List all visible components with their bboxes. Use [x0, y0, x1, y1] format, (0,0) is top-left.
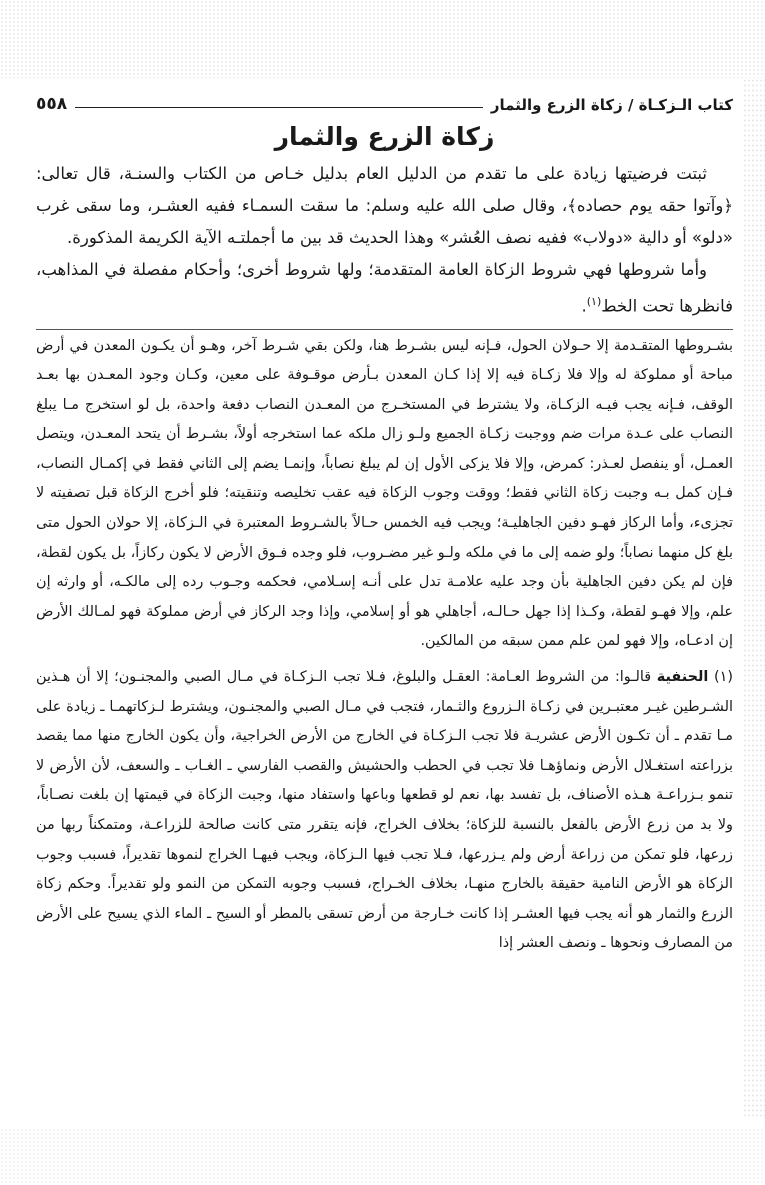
paragraph-end: . [581, 296, 587, 316]
main-text [36, 158, 733, 323]
footnote-text: قالـوا: من الشروط العـامة: العقـل والبلوغ، فـلا تجب الـزكـاة في مـال الصبي والمجنـون؛ إلا أن هـذين الشـرطين غيـر معتبـرين في زكـاة الـزروع والثـمار، فتجب في مـال الصبي والمجنـون، ويشترط لـزكاتهمـا ـ زيادة على مـا تقدم ـ أن تكـون الأرض عشريـة فلا تجب الـزكـاة في الخارج من الأرض الخراجية، وأن يكون الخارج منها مما يقصد بزراعته استغـلال الأرض ونماؤهـا فلا تجب في الحطب والحشيش والقصب الفارسي ـ الغـاب ـ والسعف، لأن الأرض لا تنمو بـزراعـة هـذه الأصناف، بل تفسد بها، نعم لو قطعها وباعها واستفاد منها، وجبت الزكاة في قيمتها إن بلغت نصـاباً، ولا بد من زرع الأرض بالفعل بالنسبة للزكاة؛ بخلاف الخراج، فإنه يتقرر متى كانت صالحة للزراعـة، ومتمكناً ربها من زرعها، فلو تمكن من زراعة أرض ولم يـزرعها، فـلا تجب فيها الـزكاة، ويجب فيهـا الخراج لنموها تقديراً، فسبب وجوب الزكاة هو الأرض النامية حقيقة بالخارج منهـا، بخلاف الخـراج، فسبب وجوبه التمكن من النمو ولو تقديراً. وحكم زكاة الزرع والثمار هو أنه يجب فيها العشـر إذا كانت خـارجة من أرض تسقى بالمطر أو السيح ـ الماء الذي يسيح على الأرض من المصارف ونحوها ـ ونصف العشر إذا [36, 669, 733, 952]
footnotes [36, 332, 733, 959]
book-page [36, 86, 733, 959]
main-paragraph: ثبتت فرضيتها زيادة على ما تقدم من الدليل العام بدليل خـاص من الكتاب والسنـة، قال تعالى: ﴿وآتوا حقه يوم حصاده﴾، وقال صلى الله عليه وسلم: ما سقت السمـاء ففيه العشـر، وما سقى غرب «دلو» أو دالية «دولاب» ففيه نصف العُشر» وهذا الحديث قد بين ما أجملتـه الآية الكريمة المذكورة. [36, 164, 733, 247]
scan-noise-top [0, 0, 765, 78]
running-title: كتاب الـزكـاة / زكاة الزرع والثمار [490, 96, 733, 114]
main-paragraph [36, 254, 733, 323]
paragraph-text: وأما شروطها فهي شروط الزكاة العامة المتقدمة؛ ولها شروط أخرى؛ وأحكام مفصلة في المذاهب، فانظرها تحت الخط [36, 260, 733, 316]
scan-noise-margin [743, 78, 765, 1118]
footnote-continued: بشـروطها المتقـدمة إلا حـولان الحول، فـإنه ليس بشـرط هنا، ولكن بقي شـرط آخر، وهـو أن يكـون المعدن في أرض مباحة أو مملوكة له وإلا فلا زكـاة فيه إلا إذا كـان المعدن بـأرض موقـوفة على معين، وكـان وجود المعـدن بها بعـد الوقف، فـإنه يجب فيـه الزكـاة، ولا يشترط في المستخـرج من المعـدن النصاب دفعة واحدة، بل لو استخرج مـا يبلغ النصاب على عـدة مرات ضم ووجبت زكـاة الجميع ولـو زال ملكه عما استخرجه أولاً، بشـرط أن يتحد المعـدن، ويتصل العمـل، أو ينفصل لعـذر: كمرض، وإلا فلا يزكى الأول إن لم يبلغ نصاباً، وإنمـا يضم إلى الثاني فقط في إكمـال النصاب، فـإن كمل بـه وجبت زكاة الثاني فقط؛ ووقت وجوب الزكاة فيه عقب تخليصه وتنقيته؛ فلو أخرج الزكاة قبل تصفيته لا تجزىء، وأما الركاز فهـو دفين الجاهليـة؛ ويجب فيه الخمس حـالاً بالشـروط المعتبرة في الـزكاة، إلا حولان الحول متى بلغ كل منهما نصاباً؛ ولو ضمه إلى ما في ملكه ولـو غير مضـروب، فلو وجده فـوق الأرض لا يكون ركازاً، بل يكون لقطة، فإن لم يكن دفين الجاهلية بأن وجد عليه علامـة تدل على أنـه إسـلامي، فحكمه وجـوب رده إلى مالكـه، أو وارثه إن علم، وإلا فهـو لقطة، وكـذا إذا جهل حـالـه، أجاهلي هو أو إسلامي، وإذا وجد الركاز في أرض مملوكة فهو لمـالك الأرض إن ادعـاه، وإلا فهو لمن علم ممن سبقه من المالكين. [36, 337, 733, 650]
footnote-reference: (١) [586, 295, 602, 308]
footnote-separator [36, 329, 733, 330]
page-number: ٥٥٨ [36, 94, 68, 114]
footnote-number: (١) [714, 669, 733, 686]
section-title: زكاة الزرع والثمار [274, 122, 495, 151]
page-header [36, 86, 733, 114]
footnote-keyword: الحنفية [656, 669, 709, 686]
header-rule [75, 107, 483, 108]
footnote-1 [36, 663, 733, 959]
scan-noise-bottom [0, 1128, 765, 1185]
